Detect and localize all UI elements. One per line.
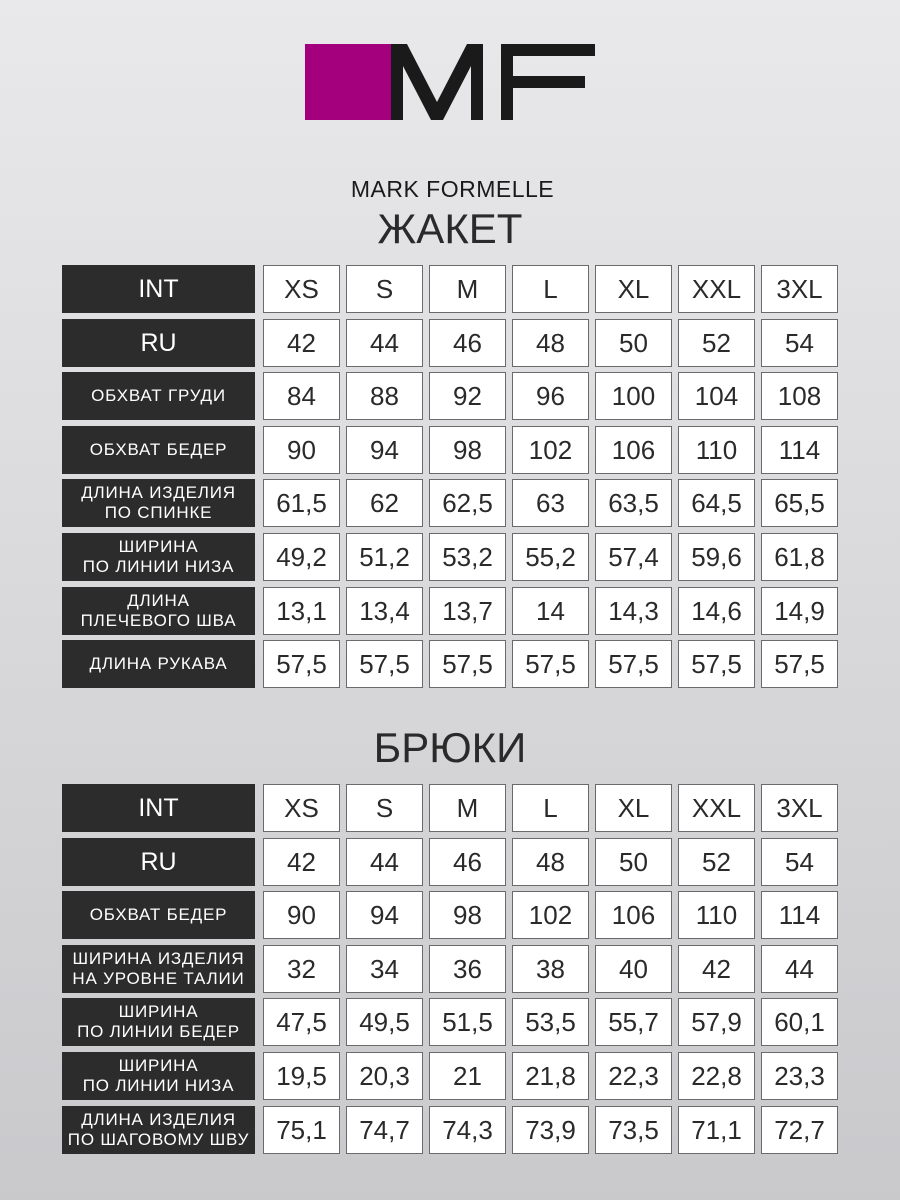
row-label: ОБХВАТ БЕДЕР bbox=[62, 891, 255, 939]
size-value-cell: 47,5 bbox=[263, 998, 340, 1046]
size-value-cell: 40 bbox=[595, 945, 672, 993]
size-value-cell: 71,1 bbox=[678, 1106, 755, 1154]
size-value-cell: 102 bbox=[512, 891, 589, 939]
size-value-cell: 13,7 bbox=[429, 587, 506, 635]
size-value-cell: 106 bbox=[595, 426, 672, 474]
size-value-cell: 61,5 bbox=[263, 479, 340, 527]
size-value-cell: 22,8 bbox=[678, 1052, 755, 1100]
size-value-cell: 57,5 bbox=[346, 640, 423, 688]
size-value-cell: 60,1 bbox=[761, 998, 838, 1046]
mf-logo-mark bbox=[305, 42, 597, 122]
size-value-cell: 62,5 bbox=[429, 479, 506, 527]
size-value-cell: M bbox=[429, 784, 506, 832]
row-label: ШИРИНА ПО ЛИНИИ НИЗА bbox=[62, 1052, 255, 1100]
size-value-cell: 90 bbox=[263, 891, 340, 939]
size-value-cell: 108 bbox=[761, 372, 838, 420]
row-label: INT bbox=[62, 784, 255, 832]
size-value-cell: 48 bbox=[512, 838, 589, 886]
size-value-cell: 20,3 bbox=[346, 1052, 423, 1100]
size-value-cell: 54 bbox=[761, 838, 838, 886]
size-value-cell: 72,7 bbox=[761, 1106, 838, 1154]
size-value-cell: 14 bbox=[512, 587, 589, 635]
row-label: ШИРИНА ИЗДЕЛИЯ НА УРОВНЕ ТАЛИИ bbox=[62, 945, 255, 993]
size-value-cell: S bbox=[346, 784, 423, 832]
brand-name: MARK FORMELLE bbox=[350, 176, 555, 202]
size-value-cell: 55,2 bbox=[512, 533, 589, 581]
size-value-cell: 104 bbox=[678, 372, 755, 420]
size-value-cell: M bbox=[429, 265, 506, 313]
size-value-cell: 42 bbox=[263, 838, 340, 886]
size-value-cell: 14,6 bbox=[678, 587, 755, 635]
row-label: ДЛИНА ИЗДЕЛИЯ ПО СПИНКЕ bbox=[62, 479, 255, 527]
row-label: ОБХВАТ БЕДЕР bbox=[62, 426, 255, 474]
size-value-cell: 57,5 bbox=[761, 640, 838, 688]
size-value-cell: 48 bbox=[512, 319, 589, 367]
size-value-cell: 98 bbox=[429, 426, 506, 474]
size-value-cell: 88 bbox=[346, 372, 423, 420]
row-label: ДЛИНА ИЗДЕЛИЯ ПО ШАГОВОМУ ШВУ bbox=[62, 1106, 255, 1154]
row-label: INT bbox=[62, 265, 255, 313]
size-value-cell: 57,4 bbox=[595, 533, 672, 581]
size-value-cell: 3XL bbox=[761, 784, 838, 832]
size-value-cell: XXL bbox=[678, 265, 755, 313]
size-value-cell: 19,5 bbox=[263, 1052, 340, 1100]
size-value-cell: 94 bbox=[346, 891, 423, 939]
row-label: ДЛИНА ПЛЕЧЕВОГО ШВА bbox=[62, 587, 255, 635]
size-value-cell: 57,5 bbox=[512, 640, 589, 688]
size-value-cell: 50 bbox=[595, 838, 672, 886]
size-value-cell: 90 bbox=[263, 426, 340, 474]
size-value-cell: 114 bbox=[761, 891, 838, 939]
size-value-cell: 53,2 bbox=[429, 533, 506, 581]
size-value-cell: 57,5 bbox=[429, 640, 506, 688]
section-title: ЖАКЕТ bbox=[377, 205, 523, 252]
logo-letter-f bbox=[501, 44, 595, 120]
size-value-cell: 62 bbox=[346, 479, 423, 527]
size-value-cell: 42 bbox=[263, 319, 340, 367]
size-value-cell: XS bbox=[263, 784, 340, 832]
size-value-cell: 21,8 bbox=[512, 1052, 589, 1100]
size-value-cell: 61,8 bbox=[761, 533, 838, 581]
size-value-cell: 46 bbox=[429, 319, 506, 367]
size-value-cell: 52 bbox=[678, 838, 755, 886]
size-value-cell: 42 bbox=[678, 945, 755, 993]
size-value-cell: 73,9 bbox=[512, 1106, 589, 1154]
size-value-cell: 38 bbox=[512, 945, 589, 993]
brand-logo bbox=[305, 42, 597, 202]
section-title: БРЮКИ bbox=[373, 724, 527, 771]
size-value-cell: 14,3 bbox=[595, 587, 672, 635]
size-value-cell: 34 bbox=[346, 945, 423, 993]
size-value-cell: 54 bbox=[761, 319, 838, 367]
size-value-cell: 55,7 bbox=[595, 998, 672, 1046]
size-value-cell: XL bbox=[595, 784, 672, 832]
size-value-cell: 13,1 bbox=[263, 587, 340, 635]
size-value-cell: 44 bbox=[346, 838, 423, 886]
size-value-cell: 44 bbox=[346, 319, 423, 367]
size-value-cell: 74,3 bbox=[429, 1106, 506, 1154]
size-value-cell: 74,7 bbox=[346, 1106, 423, 1154]
size-value-cell: 63 bbox=[512, 479, 589, 527]
size-value-cell: 94 bbox=[346, 426, 423, 474]
size-value-cell: 63,5 bbox=[595, 479, 672, 527]
size-value-cell: XS bbox=[263, 265, 340, 313]
size-value-cell: 96 bbox=[512, 372, 589, 420]
size-value-cell: XL bbox=[595, 265, 672, 313]
size-value-cell: 52 bbox=[678, 319, 755, 367]
size-value-cell: S bbox=[346, 265, 423, 313]
size-value-cell: 49,5 bbox=[346, 998, 423, 1046]
size-value-cell: 65,5 bbox=[761, 479, 838, 527]
size-value-cell: 36 bbox=[429, 945, 506, 993]
size-value-cell: 57,5 bbox=[678, 640, 755, 688]
size-value-cell: 46 bbox=[429, 838, 506, 886]
size-value-cell: 14,9 bbox=[761, 587, 838, 635]
size-value-cell: 59,6 bbox=[678, 533, 755, 581]
size-value-cell: 49,2 bbox=[263, 533, 340, 581]
row-label: RU bbox=[62, 838, 255, 886]
size-value-cell: 84 bbox=[263, 372, 340, 420]
size-value-cell: 100 bbox=[595, 372, 672, 420]
size-value-cell: 3XL bbox=[761, 265, 838, 313]
size-value-cell: L bbox=[512, 265, 589, 313]
logo-accent-block bbox=[305, 44, 391, 120]
size-value-cell: 13,4 bbox=[346, 587, 423, 635]
size-value-cell: 53,5 bbox=[512, 998, 589, 1046]
size-value-cell: XXL bbox=[678, 784, 755, 832]
size-value-cell: 57,9 bbox=[678, 998, 755, 1046]
size-value-cell: 22,3 bbox=[595, 1052, 672, 1100]
size-value-cell: L bbox=[512, 784, 589, 832]
size-value-cell: 21 bbox=[429, 1052, 506, 1100]
size-value-cell: 57,5 bbox=[595, 640, 672, 688]
row-label: ОБХВАТ ГРУДИ bbox=[62, 372, 255, 420]
size-value-cell: 50 bbox=[595, 319, 672, 367]
size-value-cell: 106 bbox=[595, 891, 672, 939]
size-value-cell: 75,1 bbox=[263, 1106, 340, 1154]
size-value-cell: 32 bbox=[263, 945, 340, 993]
size-value-cell: 51,5 bbox=[429, 998, 506, 1046]
size-value-cell: 23,3 bbox=[761, 1052, 838, 1100]
size-value-cell: 102 bbox=[512, 426, 589, 474]
size-value-cell: 92 bbox=[429, 372, 506, 420]
size-value-cell: 98 bbox=[429, 891, 506, 939]
logo-letter-m bbox=[391, 44, 483, 120]
row-label: ДЛИНА РУКАВА bbox=[62, 640, 255, 688]
row-label: ШИРИНА ПО ЛИНИИ НИЗА bbox=[62, 533, 255, 581]
row-label: ШИРИНА ПО ЛИНИИ БЕДЕР bbox=[62, 998, 255, 1046]
size-value-cell: 51,2 bbox=[346, 533, 423, 581]
size-value-cell: 73,5 bbox=[595, 1106, 672, 1154]
size-value-cell: 44 bbox=[761, 945, 838, 993]
size-value-cell: 57,5 bbox=[263, 640, 340, 688]
size-value-cell: 64,5 bbox=[678, 479, 755, 527]
row-label: RU bbox=[62, 319, 255, 367]
size-value-cell: 110 bbox=[678, 891, 755, 939]
size-value-cell: 114 bbox=[761, 426, 838, 474]
size-value-cell: 110 bbox=[678, 426, 755, 474]
